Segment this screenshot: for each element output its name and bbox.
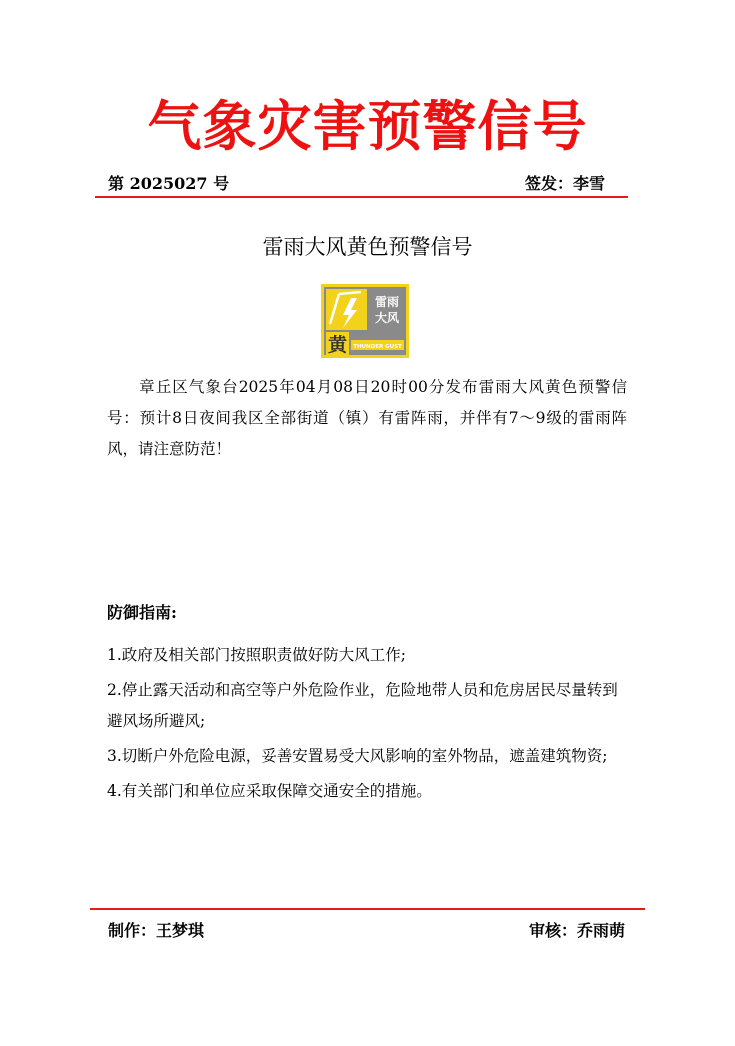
icon-english-label: THUNDER GUST bbox=[353, 344, 402, 350]
issue-number: 第 2025027 号 bbox=[108, 174, 230, 193]
icon-level-char: 黄 bbox=[327, 334, 348, 356]
icon-label-line2: 大风 bbox=[374, 311, 400, 325]
warning-body-text: 章丘区气象台2025年04月08日20时00分发布雷雨大风黄色预警信号：预计8日夜间我区全部街道（镇）有雷阵雨，并伴有7～9级的雷雨阵风，请注意防范！ bbox=[107, 378, 627, 458]
warning-body bbox=[107, 372, 627, 465]
footer-divider bbox=[90, 908, 645, 910]
icon-label-line1: 雷雨 bbox=[374, 295, 400, 309]
signer: 签发：李雪 bbox=[524, 174, 605, 193]
list-item: 2.停止露天活动和高空等户外危险作业，危险地带人员和危房居民尽量转到避风场所避风; bbox=[107, 681, 618, 730]
guide-heading: 防御指南: bbox=[107, 603, 177, 622]
list-item: 4.有关部门和单位应采取保障交通安全的措施。 bbox=[107, 782, 432, 800]
warning-title: 雷雨大风黄色预警信号 bbox=[262, 235, 473, 259]
thunderstorm-gale-yellow-signal-icon bbox=[321, 284, 409, 358]
list-item: 3.切断户外危险电源，妥善安置易受大风影响的室外物品，遮盖建筑物资; bbox=[107, 747, 608, 765]
header-divider bbox=[95, 196, 628, 198]
list-item: 1.政府及相关部门按照职责做好防大风工作; bbox=[107, 646, 407, 664]
reviewer: 审核：乔雨萌 bbox=[528, 921, 625, 940]
guide-list bbox=[107, 640, 627, 811]
document-title: 气象灾害预警信号 bbox=[147, 95, 588, 158]
author: 制作：王梦琪 bbox=[108, 921, 205, 940]
